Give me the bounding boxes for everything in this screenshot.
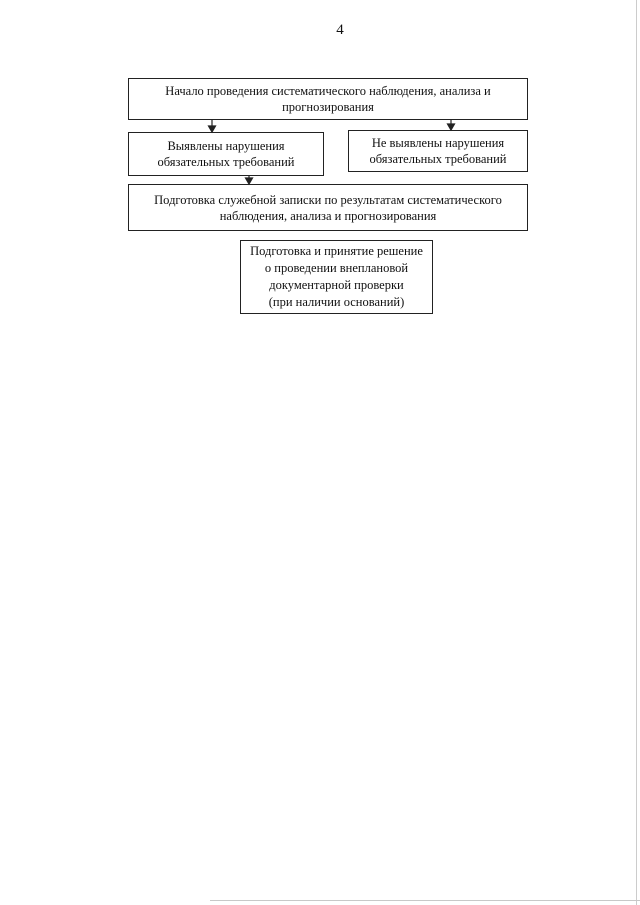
flowchart-decision-box: Подготовка и принятие решение о проведении внеплановой документарной проверки (при наличии оснований) <box>240 240 433 314</box>
arrow-found-to-memo <box>246 176 253 184</box>
arrow-start-to-not-found <box>448 120 455 130</box>
arrow-start-to-found <box>209 120 216 132</box>
flowchart-start-box: Начало проведения систематического наблюдения, анализа и прогнозирования <box>128 78 528 120</box>
page-number: 4 <box>336 22 344 38</box>
flowchart-violations-found-box: Выявлены нарушения обязательных требований <box>128 132 324 176</box>
flowchart-memo-box: Подготовка служебной записки по результатам систематического наблюдения, анализа и прогнозирования <box>128 184 528 231</box>
scan-edge-right <box>636 0 637 905</box>
flowchart-violations-not-found-box: Не выявлены нарушения обязательных требований <box>348 130 528 172</box>
scan-edge-bottom <box>210 900 640 901</box>
